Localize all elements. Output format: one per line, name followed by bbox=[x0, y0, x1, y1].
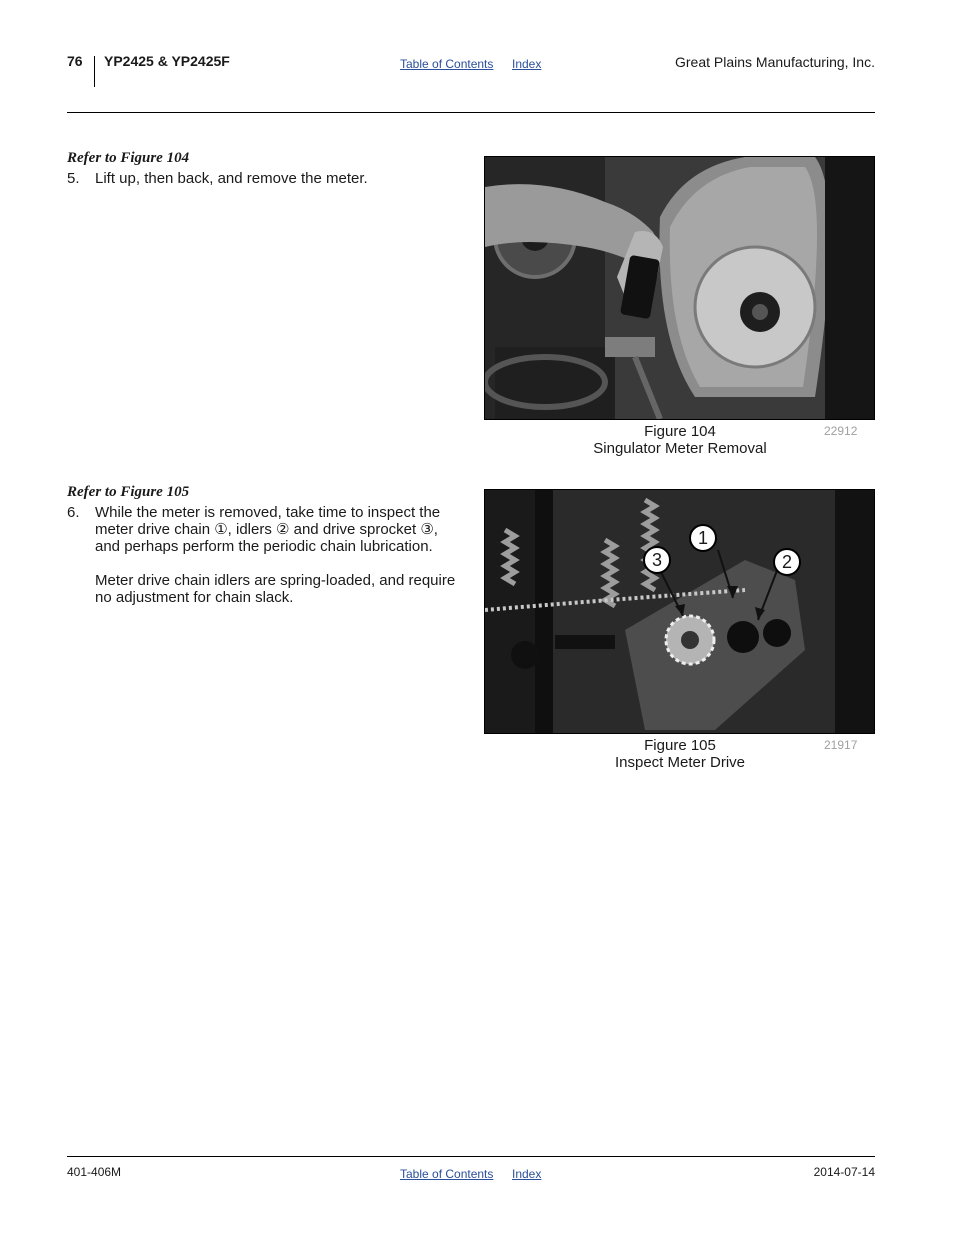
header-divider bbox=[94, 56, 95, 87]
figure-105-photo bbox=[484, 489, 875, 734]
company-name: Great Plains Manufacturing, Inc. bbox=[675, 54, 875, 70]
footer-toc-link[interactable]: Table of Contents bbox=[400, 1167, 494, 1181]
header-index-link-wrap bbox=[512, 55, 541, 73]
document-code: 401-406M bbox=[67, 1165, 122, 1179]
header-toc-link-wrap bbox=[400, 55, 493, 73]
step-5-text: Lift up, then back, and remove the meter. bbox=[95, 170, 368, 187]
refer-figure-105: Refer to Figure 105 bbox=[67, 484, 190, 500]
footer-rule bbox=[67, 1156, 875, 1157]
figure-105-title: Inspect Meter Drive bbox=[614, 754, 746, 771]
figure-104-id: 22912 bbox=[824, 424, 858, 438]
meter-drive-photo bbox=[485, 490, 874, 733]
singulator-meter-photo bbox=[485, 157, 874, 419]
step-6-number: 6. bbox=[67, 504, 80, 521]
figure-104-caption bbox=[485, 423, 875, 457]
figure-104-label: Figure 104 bbox=[644, 423, 716, 440]
header-index-link[interactable]: Index bbox=[512, 57, 542, 71]
figure-104-photo bbox=[484, 156, 875, 420]
step-6-text: While the meter is removed, take time to inspect the meter drive chain ①, idlers ② and drive sprocket ③, and perhaps perform the periodic chain lubrication. bbox=[95, 504, 441, 555]
footer-toc-link-wrap bbox=[400, 1165, 493, 1183]
footer-index-link-wrap bbox=[512, 1165, 541, 1183]
callout-2-idlers: 2 bbox=[773, 548, 801, 576]
step-6-note: Meter drive chain idlers are spring-loaded, and require no adjustment for chain slack. bbox=[95, 572, 456, 606]
step-5-number: 5. bbox=[67, 170, 80, 187]
figure-105-caption bbox=[485, 737, 875, 771]
document-title: YP2425 & YP2425F bbox=[104, 53, 230, 69]
header-rule bbox=[67, 112, 875, 113]
refer-figure-104: Refer to Figure 104 bbox=[67, 150, 190, 166]
figure-105-label: Figure 105 bbox=[644, 737, 716, 754]
footer-index-link[interactable]: Index bbox=[512, 1167, 542, 1181]
page-number: 76 bbox=[67, 53, 83, 69]
revision-date: 2014-07-14 bbox=[813, 1165, 875, 1179]
callout-3-sprocket: 3 bbox=[643, 546, 671, 574]
header-toc-link[interactable]: Table of Contents bbox=[400, 57, 494, 71]
figure-104-title: Singulator Meter Removal bbox=[593, 440, 767, 457]
figure-105-id: 21917 bbox=[824, 738, 858, 752]
callout-1-chain: 1 bbox=[689, 524, 717, 552]
